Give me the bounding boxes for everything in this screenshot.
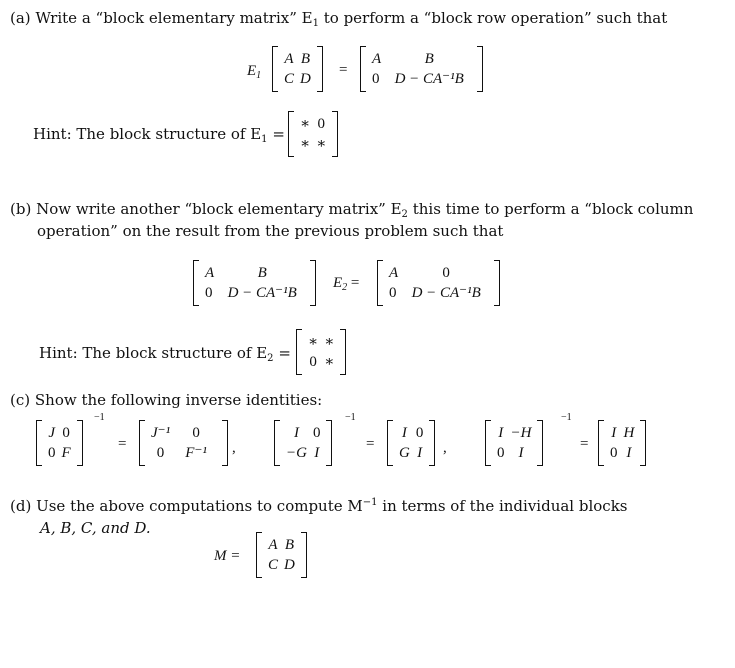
part-b-question: (b) Now write another “block elementary matrix” $E_2$ this time to perform a “block column — [10, 200, 694, 220]
part-c-question: (c) Show the following inverse identities: — [10, 391, 323, 409]
part-d-question: (d) Use the above computations to compute $M^{-1}$ in terms of the individual blocks — [10, 497, 628, 515]
part-d-label: (d) — [10, 497, 32, 515]
matrix-cell: 0 — [312, 425, 321, 441]
inverse-exponent: −1 — [94, 412, 105, 423]
matrix-cell: ∗ — [324, 354, 335, 370]
matrix-cell: ∗ — [308, 334, 319, 350]
matrix-cell: F — [61, 445, 71, 461]
part-c-label: (c) — [10, 391, 31, 409]
matrix-cell: I — [293, 425, 299, 441]
hint-matrix-e2 — [296, 329, 346, 375]
matrix-cell: D — [300, 71, 311, 87]
e2-symbol: $E_2$ = — [333, 275, 360, 293]
matrix-cell: I — [417, 445, 423, 461]
part-a-hint: Hint: The block structure of $E_1$ = — [33, 125, 285, 145]
matrix-c1-rhs — [139, 420, 228, 466]
matrix-cell: −H — [510, 425, 532, 441]
part-a-sub: 1 — [312, 18, 319, 29]
equals-sign: = — [339, 62, 348, 78]
hint-matrix-e1 — [288, 111, 338, 157]
matrix-cell: 0 — [415, 425, 424, 441]
matrix-cell: 0 — [309, 354, 317, 370]
matrix-c3-lhs — [485, 420, 543, 466]
matrix-cell: J⁻¹ — [151, 425, 171, 441]
equals-sign: = — [366, 436, 375, 452]
matrix-c3-rhs — [598, 420, 646, 466]
inverse-exponent: −1 — [345, 412, 356, 423]
matrix-cell: I — [626, 445, 632, 461]
matrix-cell: ∗ — [300, 116, 311, 132]
part-a-text: Write a “block elementary matrix” E — [35, 9, 313, 27]
matrix-cell: B — [300, 51, 311, 67]
comma: , — [232, 440, 236, 456]
matrix-c1-lhs — [36, 420, 83, 466]
matrix-cell: 0 — [156, 445, 165, 461]
matrix-cell: B — [257, 265, 267, 281]
matrix-m — [256, 532, 307, 578]
matrix-cell: C — [268, 557, 279, 573]
matrix-cell: 0 — [610, 445, 618, 461]
matrix-cell: 0 — [389, 285, 397, 301]
part-d-question-line2: A, B, C, and D. — [40, 519, 151, 537]
matrix-cell: C — [284, 71, 295, 87]
matrix-cell: 0 — [497, 445, 505, 461]
part-b-hint: Hint: The block structure of $E_2$ = — [39, 344, 291, 364]
matrix-cell: H — [623, 425, 635, 441]
equals-sign: = — [118, 436, 127, 452]
matrix-cell: −G — [286, 445, 307, 461]
matrix-cell: B — [424, 51, 434, 67]
matrix-cell: D − CA⁻¹B — [227, 285, 297, 301]
part-a-text2: to perform a “block row operation” such that — [323, 9, 668, 27]
part-a-label: (a) — [10, 9, 31, 27]
matrix-cell: ∗ — [324, 334, 335, 350]
matrix-cell: F⁻¹ — [185, 445, 207, 461]
matrix-cell: 0 — [48, 445, 56, 461]
comma: , — [443, 440, 447, 456]
matrix-cell: 0 — [192, 425, 200, 441]
matrix-cell: G — [399, 445, 410, 461]
m-symbol: M = — [214, 548, 241, 564]
matrix-cell: I — [401, 425, 407, 441]
matrix-c2-lhs — [274, 420, 332, 466]
matrix-c2-rhs — [387, 420, 435, 466]
matrix-cell: B — [284, 537, 295, 553]
matrix-cell: 0 — [372, 71, 380, 87]
matrix-cell: A — [284, 51, 294, 67]
matrix-cell: A — [372, 51, 382, 67]
matrix-cell: D − CA⁻¹B — [394, 71, 464, 87]
matrix-cell: I — [518, 445, 524, 461]
matrix-b-rhs — [377, 260, 500, 306]
matrix-cell: A — [268, 537, 278, 553]
matrix-cell: ∗ — [316, 136, 327, 152]
matrix-cell: 0 — [317, 116, 326, 132]
matrix-cell: J — [48, 425, 56, 441]
matrix-cell: A — [205, 265, 215, 281]
matrix-cell: 0 — [442, 265, 450, 281]
matrix-cell: D − CA⁻¹B — [411, 285, 481, 301]
matrix-cell: I — [611, 425, 617, 441]
part-b-label: (b) — [10, 200, 32, 218]
matrix-a-lhs — [272, 46, 323, 92]
matrix-cell: ∗ — [300, 136, 311, 152]
matrix-cell: I — [314, 445, 320, 461]
matrix-cell: 0 — [205, 285, 213, 301]
matrix-cell: A — [389, 265, 399, 281]
part-b-question-line2: operation” on the result from the previous problem such that — [37, 222, 504, 240]
matrix-cell: I — [498, 425, 504, 441]
e1-symbol: $E_1$ — [247, 63, 262, 81]
matrix-cell: 0 — [62, 425, 70, 441]
matrix-cell: D — [284, 557, 295, 573]
matrix-a-rhs — [360, 46, 483, 92]
inverse-exponent: −1 — [561, 412, 572, 423]
part-a-question — [10, 8, 667, 28]
matrix-b-lhs — [193, 260, 316, 306]
equals-sign: = — [580, 436, 589, 452]
